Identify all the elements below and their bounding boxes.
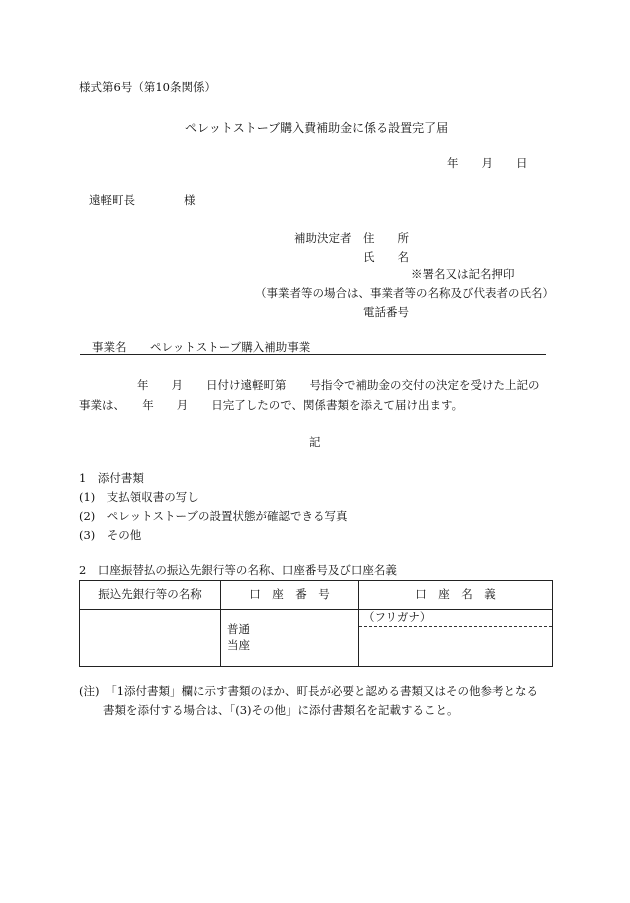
project-label: 事業名	[92, 340, 127, 354]
seal-note: ※署名又は記名押印	[411, 267, 515, 281]
account-holder-cell[interactable]	[359, 610, 553, 667]
account-number-header: 口 座 番 号	[221, 581, 359, 610]
attachment-item-1: (1) 支払領収書の写し	[79, 490, 199, 504]
project-value: ペレットストーブ購入補助事業	[150, 340, 311, 354]
addressee-honorific: 様	[184, 193, 196, 207]
attachments-heading: 1 添付書類	[79, 471, 144, 485]
bank-name-header: 振込先銀行等の名称	[80, 581, 221, 610]
project-underline	[80, 354, 546, 355]
form-number: 様式第6号（第10条関係）	[79, 80, 216, 94]
furigana-divider	[359, 626, 552, 627]
ki-heading: 記	[309, 435, 321, 449]
note-line-1: (注) 「1添付書類」欄に示す書類のほか、町長が必要と認める書類又はその他参考となる	[79, 684, 539, 698]
furigana-label: （フリガナ）	[363, 610, 432, 624]
account-number-cell[interactable]	[221, 610, 359, 667]
attachment-item-3: (3) その他	[79, 528, 142, 542]
bank-heading: 2 口座振替払の振込先銀行等の名称、口座番号及び口座名義	[79, 563, 397, 577]
account-type-current: 当座	[227, 638, 250, 652]
name-label: 氏 名	[363, 250, 409, 264]
account-holder-header: 口 座 名 義	[359, 581, 553, 610]
bank-table	[79, 580, 553, 667]
address-label: 住 所	[363, 231, 409, 245]
attachment-item-2: (2) ペレットストーブの設置状態が確認できる写真	[79, 509, 348, 523]
account-type-ordinary: 普通	[227, 622, 250, 636]
body-line-1: 年 月 日付け遠軽町第 号指令で補助金の交付の決定を受けた上記の	[137, 378, 540, 392]
date-line: 年 月 日	[447, 156, 528, 170]
applicant-role-label: 補助決定者	[294, 231, 352, 245]
bank-name-cell[interactable]	[80, 610, 221, 667]
phone-label: 電話番号	[363, 305, 409, 319]
body-line-2: 事業は、 年 月 日完了したので、関係書類を添えて届け出ます。	[79, 398, 464, 412]
document-title: ペレットストーブ購入費補助金に係る設置完了届	[185, 121, 449, 135]
addressee-name: 遠軽町長	[89, 193, 135, 207]
note-line-2: 書類を添付する場合は、「(3)その他」に添付書類名を記載すること。	[103, 703, 459, 717]
business-note: （事業者等の場合は、事業者等の名称及び代表者の氏名）	[255, 286, 554, 300]
